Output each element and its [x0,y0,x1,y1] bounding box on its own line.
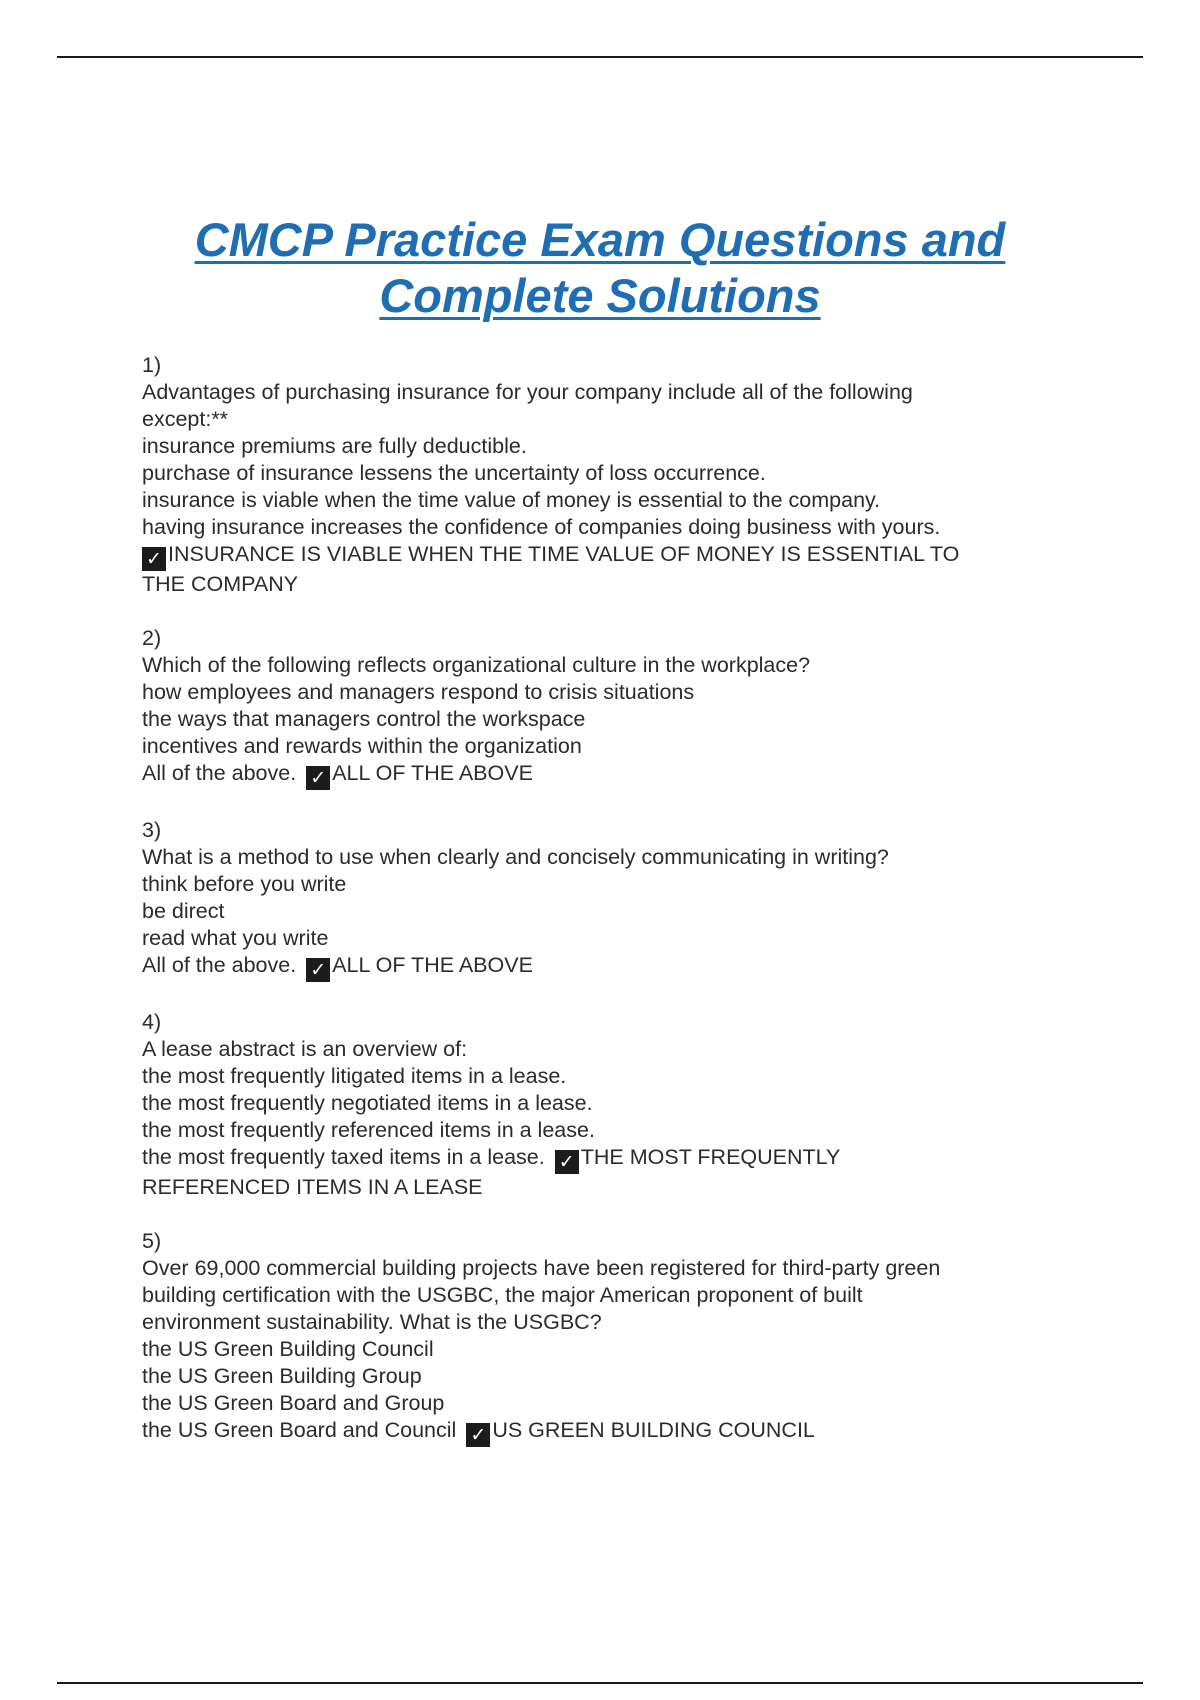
option: having insurance increases the confidence of companies doing business with yours. [142,515,941,539]
answer-line [142,541,1072,571]
option: the most frequently taxed items in a lease. [142,1145,545,1169]
option: how employees and managers respond to crisis situations [142,680,695,704]
checkmark-icon: ✓ [555,1150,579,1174]
option: the most frequently litigated items in a lease. [142,1064,567,1088]
option: be direct [142,899,225,923]
question-4 [142,1009,1072,1201]
answer-text: ALL OF THE ABOVE [332,761,533,785]
checkmark-icon: ✓ [142,547,166,571]
option: the US Green Board and Council [142,1418,457,1442]
question-text: A lease abstract is an overview of: [142,1037,468,1061]
answer-text: THE COMPANY [142,572,299,596]
question-text: Over 69,000 commercial building projects have been registered for third-party green [142,1256,941,1280]
option: purchase of insurance lessens the uncertainty of loss occurrence. [142,461,766,485]
questions-list [142,352,1072,1474]
bottom-rule [57,1682,1143,1684]
question-2 [142,625,1072,790]
question-3 [142,817,1072,982]
option: incentives and rewards within the organization [142,734,582,758]
checkmark-icon: ✓ [306,958,330,982]
question-1 [142,352,1072,598]
checkmark-icon: ✓ [466,1423,490,1447]
option: the ways that managers control the workspace [142,707,586,731]
answer-text: INSURANCE IS VIABLE WHEN THE TIME VALUE OF MONEY IS ESSENTIAL TO [168,542,960,566]
question-number: 4) [142,1010,162,1034]
title-line-1: CMCP Practice Exam Questions and [194,213,1006,266]
answer-line [142,1417,1072,1447]
question-number: 3) [142,818,162,842]
option: All of the above. [142,761,297,785]
question-number: 2) [142,626,162,650]
option: the most frequently negotiated items in a lease. [142,1091,593,1115]
answer-line [142,952,1072,982]
question-text: building certification with the USGBC, the major American proponent of built [142,1283,863,1307]
document-title [100,212,1100,324]
option: the US Green Building Council [142,1337,434,1361]
answer-line [142,1144,1072,1174]
option: think before you write [142,872,347,896]
option: the US Green Board and Group [142,1391,445,1415]
option: insurance premiums are fully deductible. [142,434,527,458]
question-text: except:** [142,407,229,431]
option: the US Green Building Group [142,1364,422,1388]
question-number: 1) [142,353,162,377]
title-line-2: Complete Solutions [379,269,821,322]
answer-text: THE MOST FREQUENTLY [580,1145,841,1169]
question-text: Which of the following reflects organizational culture in the workplace? [142,653,811,677]
answer-line [142,760,1072,790]
answer-text: ALL OF THE ABOVE [332,953,533,977]
option: the most frequently referenced items in a lease. [142,1118,595,1142]
answer-text: REFERENCED ITEMS IN A LEASE [142,1175,483,1199]
question-text: What is a method to use when clearly and concisely communicating in writing? [142,845,889,869]
question-5 [142,1228,1072,1447]
question-number: 5) [142,1229,162,1253]
top-rule [57,56,1143,58]
question-text: Advantages of purchasing insurance for your company include all of the following [142,380,913,404]
option: All of the above. [142,953,297,977]
option: insurance is viable when the time value of money is essential to the company. [142,488,881,512]
question-text: environment sustainability. What is the USGBC? [142,1310,602,1334]
option: read what you write [142,926,329,950]
checkmark-icon: ✓ [306,766,330,790]
answer-text: US GREEN BUILDING COUNCIL [492,1418,815,1442]
